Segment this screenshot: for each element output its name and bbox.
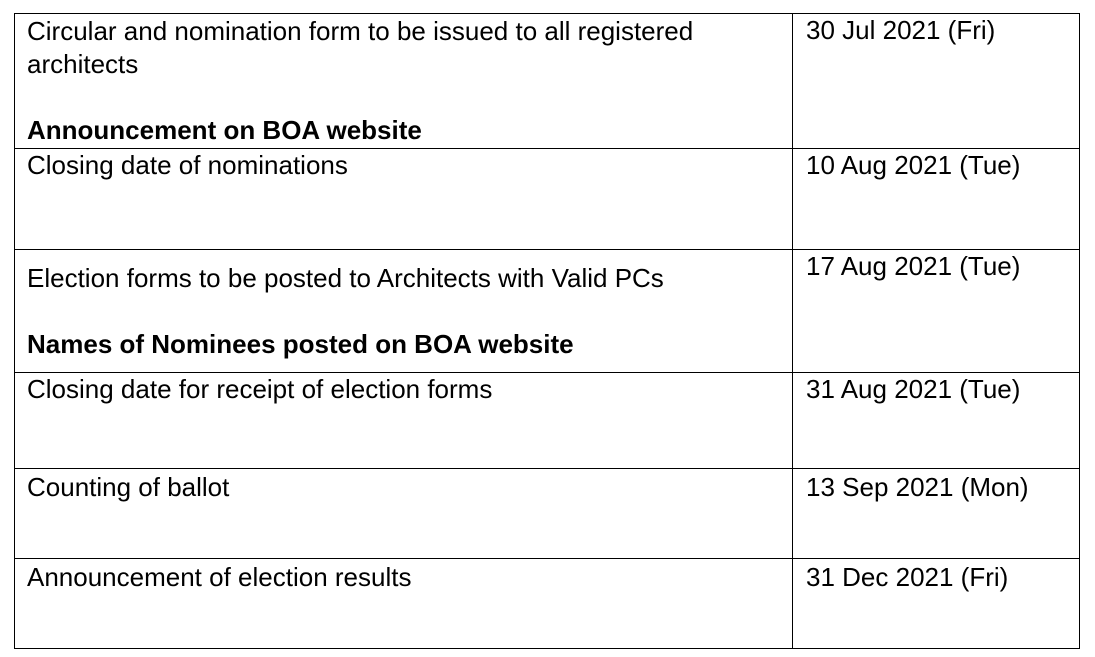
table-row: [15, 559, 1080, 649]
date-cell: [793, 250, 1080, 373]
event-cell: [15, 14, 793, 149]
event-date: 13 Sep 2021 (Mon): [806, 472, 1029, 502]
event-date: 10 Aug 2021 (Tue): [806, 150, 1021, 180]
table-row: [15, 469, 1080, 559]
event-date: 31 Dec 2021 (Fri): [806, 562, 1009, 592]
table-row: [15, 149, 1080, 250]
table-row: [15, 14, 1080, 149]
event-cell: [15, 373, 793, 469]
event-announcement: Announcement on BOA website: [27, 115, 422, 145]
event-cell: [15, 250, 793, 373]
table-row: [15, 373, 1080, 469]
date-cell: [793, 373, 1080, 469]
election-schedule-table: [14, 13, 1080, 649]
date-cell: [793, 149, 1080, 250]
event-date: 30 Jul 2021 (Fri): [806, 15, 996, 45]
event-text: Announcement of election results: [27, 562, 412, 592]
date-cell: [793, 559, 1080, 649]
event-date: 17 Aug 2021 (Tue): [806, 251, 1021, 281]
event-text: Counting of ballot: [27, 472, 230, 502]
event-announcement: Names of Nominees posted on BOA website: [27, 329, 574, 359]
table-row: [15, 250, 1080, 373]
event-cell: [15, 149, 793, 250]
event-text: Election forms to be posted to Architects with Valid PCs: [27, 263, 664, 293]
event-cell: [15, 469, 793, 559]
event-cell: [15, 559, 793, 649]
event-date: 31 Aug 2021 (Tue): [806, 374, 1021, 404]
date-cell: [793, 469, 1080, 559]
date-cell: [793, 14, 1080, 149]
event-text: Circular and nomination form to be issued to all registered architects: [27, 16, 694, 79]
event-text: Closing date for receipt of election forms: [27, 374, 493, 404]
event-text: Closing date of nominations: [27, 150, 348, 180]
